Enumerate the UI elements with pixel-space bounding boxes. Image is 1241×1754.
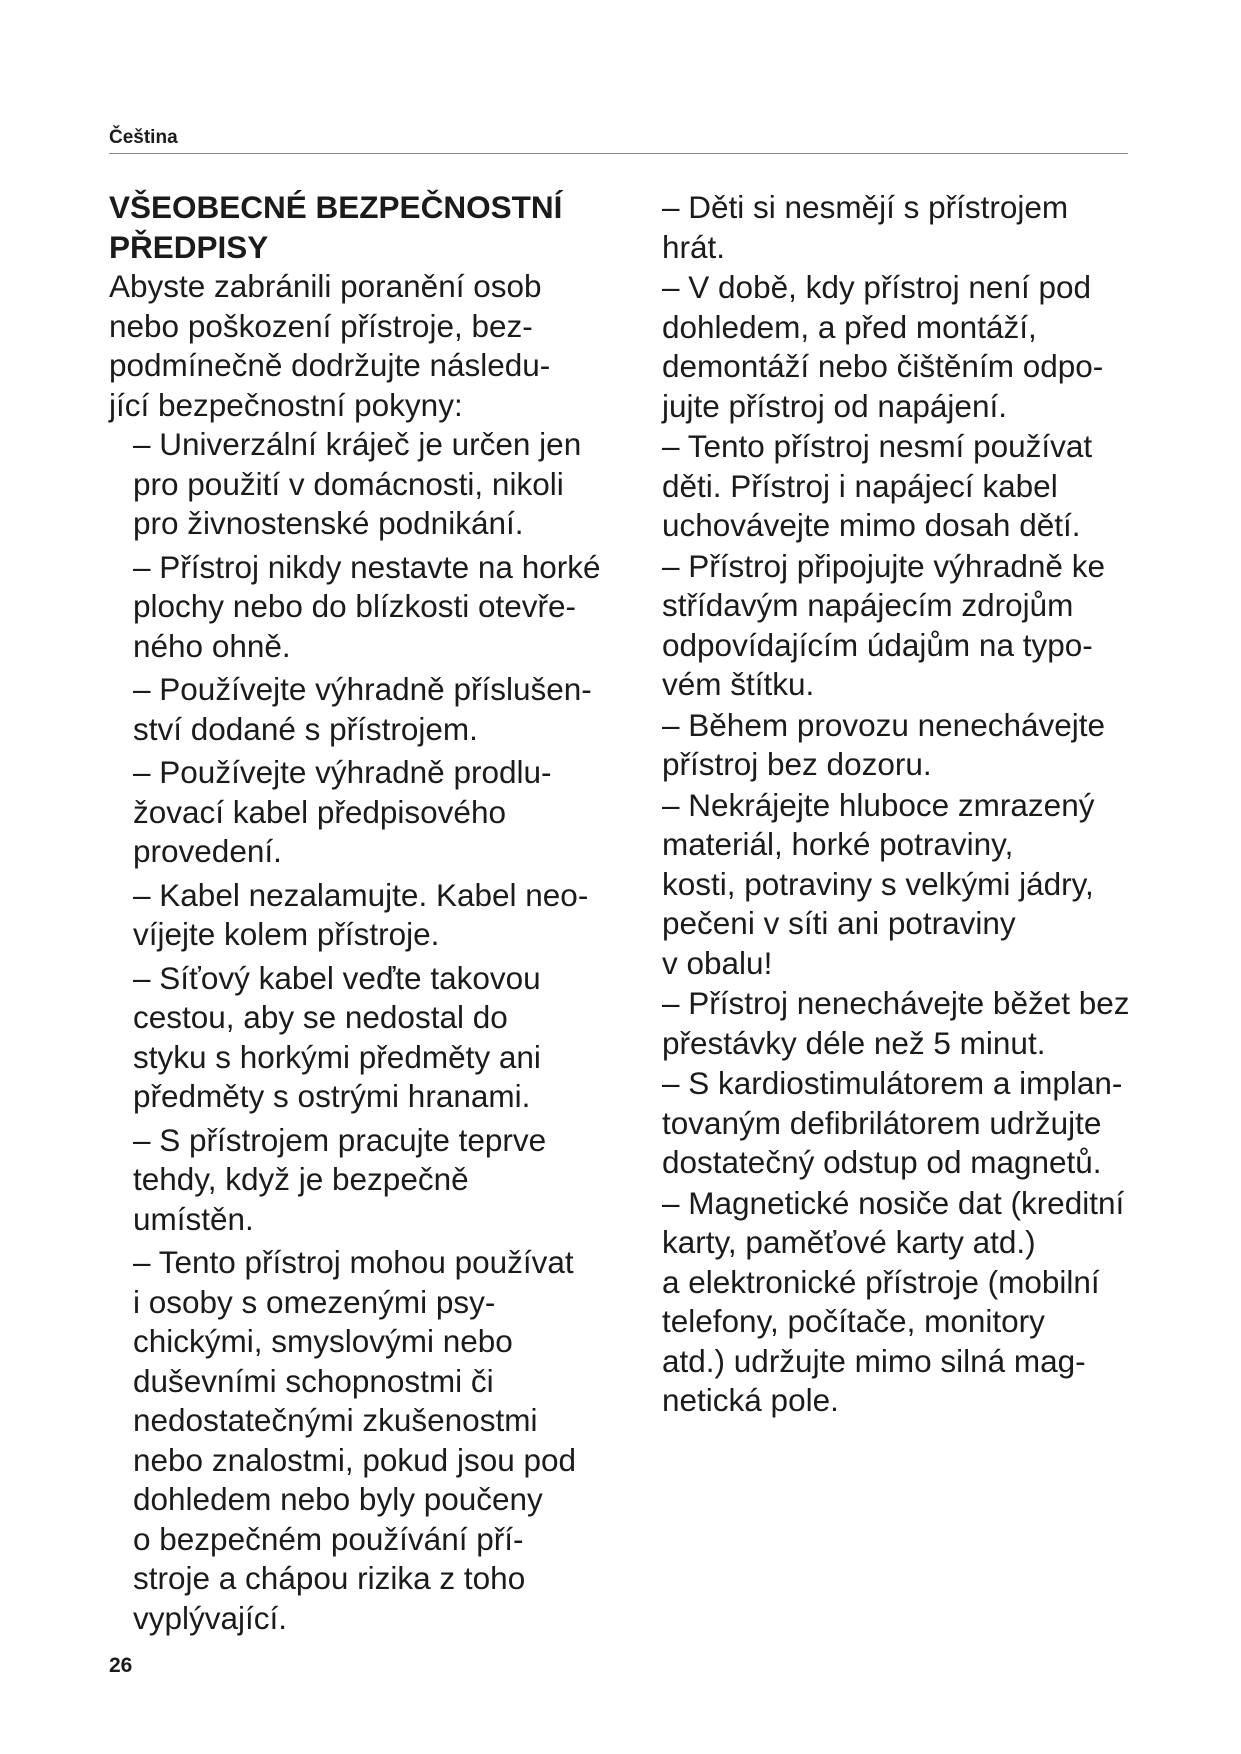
instruction-line: – Přístroj připojujte výhradně ke xyxy=(662,547,1105,584)
instruction-line: nebo znalostmi, pokud jsou pod xyxy=(133,1441,577,1478)
instruction-item xyxy=(133,670,654,749)
instruction-line: kosti, potraviny s velkými jádry, xyxy=(662,865,1094,902)
instruction-line: – Univerzální kráječ je určen jen xyxy=(133,426,582,462)
instruction-line: jujte přístroj od napájení. xyxy=(662,387,1007,424)
instruction-line: – S kardiostimulátorem a implan- xyxy=(662,1065,1123,1101)
language-label: Čeština xyxy=(109,127,178,148)
instruction-line: dohledem nebo byly poučeny xyxy=(133,1481,543,1517)
instruction-item xyxy=(133,753,654,872)
instruction-line: – Používejte výhradně příslušen- xyxy=(133,671,592,707)
intro-line: nebo poškození přístroje, bez- xyxy=(109,307,533,344)
instruction-line: materiál, horké potraviny, xyxy=(662,826,1014,862)
instruction-line: – Magnetické nosiče dat (kreditní xyxy=(662,1184,1125,1221)
instruction-line: – Během provozu nenechávejte xyxy=(662,706,1106,743)
instruction-line: – Síťový kabel veďte takovou xyxy=(133,959,541,996)
instruction-line: pro použití v domácnosti, nikoli xyxy=(133,465,564,502)
instruction-line: demontáží nebo čištěním odpo- xyxy=(662,348,1104,384)
instruction-line: i osoby s omezenými psy- xyxy=(133,1283,496,1320)
instruction-item xyxy=(662,547,1182,705)
section-title-line: PŘEDPISY xyxy=(109,228,269,265)
instruction-item xyxy=(133,876,654,955)
instruction-line: stroje a chápou rizika z toho xyxy=(133,1560,526,1596)
section-title xyxy=(109,188,654,267)
instruction-line: cestou, aby se nedostal do xyxy=(133,999,508,1035)
left-column xyxy=(109,188,654,1642)
instruction-item xyxy=(133,1121,654,1240)
instruction-item xyxy=(662,1064,1182,1183)
instruction-line: – S přístrojem pracujte teprve xyxy=(133,1121,547,1158)
instruction-line: – Kabel nezalamujte. Kabel neo- xyxy=(133,876,589,913)
instruction-item xyxy=(662,1184,1182,1421)
instruction-line: pro živnostenské podnikání. xyxy=(133,505,524,541)
instruction-line: plochy nebo do blízkosti otevře- xyxy=(133,588,576,624)
instruction-line: o bezpečném používání pří- xyxy=(133,1520,524,1557)
instruction-line: žovací kabel předpisového xyxy=(133,793,506,830)
instruction-line: vyplývající. xyxy=(133,1599,288,1636)
instruction-line: – Děti si nesmějí s přístrojem xyxy=(662,189,1069,225)
instruction-line: přestávky déle než 5 minut. xyxy=(662,1024,1046,1061)
instruction-line: tovaným defibrilátorem udržujte xyxy=(662,1104,1102,1141)
page-number: 26 xyxy=(109,1654,133,1677)
instruction-line: – Tento přístroj mohou používat xyxy=(133,1244,574,1280)
instruction-line: ství dodané s přístrojem. xyxy=(133,710,478,747)
instruction-line: – Používejte výhradně prodlu- xyxy=(133,754,552,790)
instruction-line: v obalu! xyxy=(662,944,773,981)
instruction-line: předměty s ostrými hranami. xyxy=(133,1078,531,1114)
instruction-item xyxy=(133,1243,654,1638)
instruction-line: chickými, smyslovými nebo xyxy=(133,1323,513,1359)
instruction-line: – Přístroj nikdy nestavte na horké xyxy=(133,548,601,585)
right-column xyxy=(662,188,1182,1422)
instruction-item xyxy=(662,786,1182,984)
instruction-item xyxy=(133,548,654,667)
instruction-line: styku s horkými předměty ani xyxy=(133,1038,541,1075)
instruction-line: děti. Přístroj i napájecí kabel xyxy=(662,467,1058,504)
instruction-line: netická pole. xyxy=(662,1382,839,1418)
instruction-line: dostatečný odstup od magnetů. xyxy=(662,1144,1102,1180)
instruction-line: a elektronické přístroje (mobilní xyxy=(662,1263,1100,1300)
left-instruction-list xyxy=(109,425,654,1638)
instruction-item xyxy=(662,706,1182,785)
instruction-line: víjejte kolem přístroje. xyxy=(133,916,440,952)
intro-line: jící bezpečnostní pokyny: xyxy=(109,386,463,423)
instruction-item xyxy=(662,268,1182,426)
intro-paragraph xyxy=(109,267,654,425)
intro-line: Abyste zabránili poranění osob xyxy=(109,268,542,304)
instruction-line: střídavým napájecím zdrojům xyxy=(662,587,1074,623)
right-instruction-list xyxy=(662,188,1182,1421)
instruction-item xyxy=(662,984,1182,1063)
section-title-line: VŠEOBECNÉ BEZPEČNOSTNÍ xyxy=(109,189,563,225)
instruction-line: karty, paměťové karty atd.) xyxy=(662,1224,1036,1260)
instruction-line: uchovávejte mimo dosah dětí. xyxy=(662,507,1081,543)
instruction-item xyxy=(133,959,654,1117)
instruction-item xyxy=(662,427,1182,546)
instruction-line: – Nekrájejte hluboce zmrazený xyxy=(662,786,1095,823)
instruction-line: provedení. xyxy=(133,833,282,869)
instruction-line: atd.) udržujte mimo silná mag- xyxy=(662,1342,1086,1379)
instruction-line: telefony, počítače, monitory xyxy=(662,1303,1045,1339)
instruction-line: duševními schopnostmi či xyxy=(133,1362,494,1399)
header-divider xyxy=(109,153,1128,154)
instruction-line: ného ohně. xyxy=(133,627,291,664)
instruction-item xyxy=(662,188,1182,267)
instruction-line: odpovídajícím údajům na typo- xyxy=(662,626,1093,663)
instruction-line: hrát. xyxy=(662,228,726,265)
instruction-line: tehdy, když je bezpečně xyxy=(133,1161,469,1197)
instruction-item xyxy=(133,425,654,544)
instruction-line: přístroj bez dozoru. xyxy=(662,746,932,782)
intro-line: podmínečně dodržujte následu- xyxy=(109,347,551,383)
instruction-line: vém štítku. xyxy=(662,666,815,702)
instruction-line: – Přístroj nenechávejte běžet bez xyxy=(662,985,1130,1021)
instruction-line: nedostatečnými zkušenostmi xyxy=(133,1402,538,1438)
instruction-line: dohledem, a před montáží, xyxy=(662,308,1037,345)
instruction-line: – V době, kdy přístroj není pod xyxy=(662,269,1092,305)
instruction-line: pečeni v síti ani potraviny xyxy=(662,905,1016,941)
instruction-line: umístěn. xyxy=(133,1200,254,1237)
instruction-line: – Tento přístroj nesmí používat xyxy=(662,428,1093,464)
